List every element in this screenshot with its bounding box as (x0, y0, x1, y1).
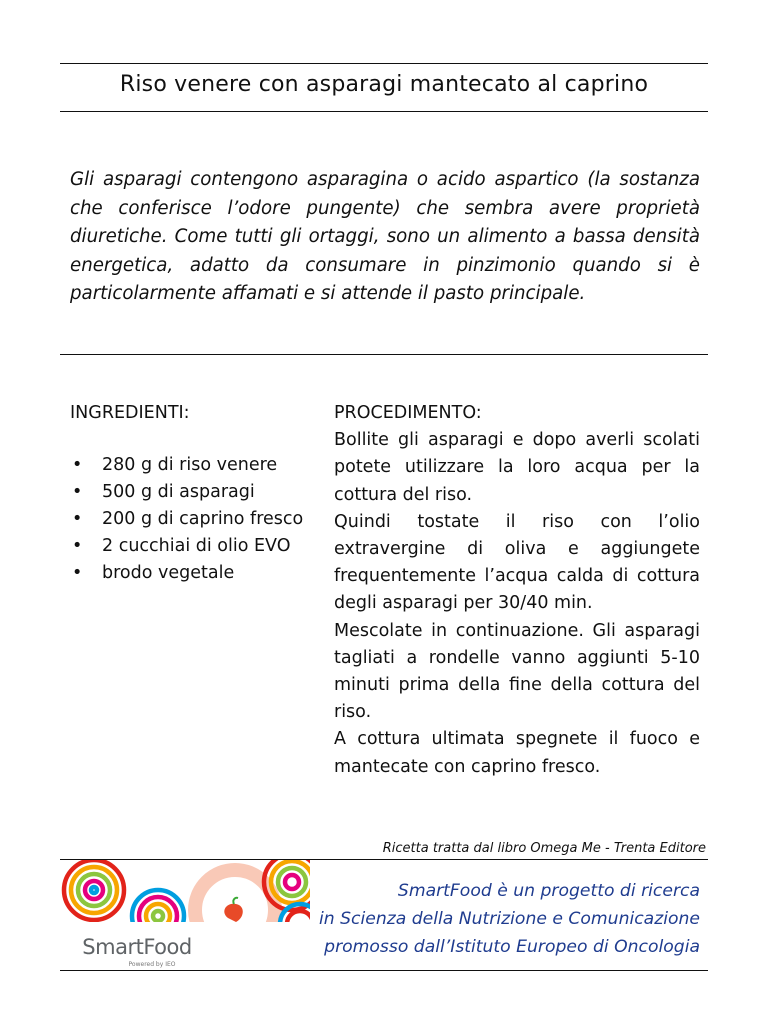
brand-tagline: Powered by IEO (128, 961, 176, 968)
ingredients-heading: INGREDIENTI: (70, 403, 190, 423)
procedure-step: Mescolate in continuazione. Gli asparagi tagliati a rondelle vanno aggiunti 5-10 minuti prima della fine della cottura del riso. (334, 620, 700, 723)
project-line: in Scienza della Nutrizione e Comunicazione (319, 909, 700, 929)
section-divider (60, 354, 708, 355)
bullet-icon: • (72, 509, 83, 529)
project-line: promosso dall’Istituto Europeo di Oncologia (324, 937, 700, 957)
ingredients-list (70, 452, 320, 587)
ingredient-item: • 280 g di riso venere (70, 452, 320, 479)
top-rule (60, 63, 708, 64)
procedure-heading: PROCEDIMENTO: (334, 403, 482, 423)
ingredient-item: • 500 g di asparagi (70, 479, 320, 506)
intro-paragraph: Gli asparagi contengono asparagina o acido aspartico (la sostanza che conferisce l’odore pungente) che sembra avere proprietà diuretiche. Come tutti gli ortaggi, sono un alimento a bassa densità energetica, adatto da consumare in pinzimonio quando si è particolarmente affamati e si attende il pasto principale. (70, 169, 700, 304)
ingredient-item: • 200 g di caprino fresco (70, 506, 320, 533)
procedure-section (334, 400, 700, 781)
bullet-icon: • (72, 455, 83, 475)
ingredients-section (70, 400, 320, 587)
procedure-step: Bollite gli asparagi e dopo averli scolati potete utilizzare la loro acqua per la cottura del riso. (334, 430, 700, 505)
bullet-icon: • (72, 482, 83, 502)
bullet-icon: • (72, 563, 83, 583)
bullet-icon: • (72, 536, 83, 556)
project-description (319, 877, 700, 961)
project-line: SmartFood è un progetto di ricerca (397, 881, 700, 901)
ingredient-item: • brodo vegetale (70, 560, 320, 587)
procedure-step: Quindi tostate il riso con l’olio extravergine di oliva e aggiungete frequentemente l’acqua calda di cottura degli asparagi per 30/40 min. (334, 511, 700, 614)
footer-bottom-rule (60, 970, 708, 971)
recipe-source: Ricetta tratta dal libro Omega Me - Trenta Editore (382, 841, 706, 856)
procedure-step: A cottura ultimata spegnete il fuoco e mantecate con caprino fresco. (334, 729, 700, 777)
recipe-title: Riso venere con asparagi mantecato al caprino (119, 72, 649, 97)
brand-name: SmartFood (82, 935, 192, 959)
title-bottom-rule (60, 111, 708, 112)
ingredient-item: • 2 cucchiai di olio EVO (70, 533, 320, 560)
